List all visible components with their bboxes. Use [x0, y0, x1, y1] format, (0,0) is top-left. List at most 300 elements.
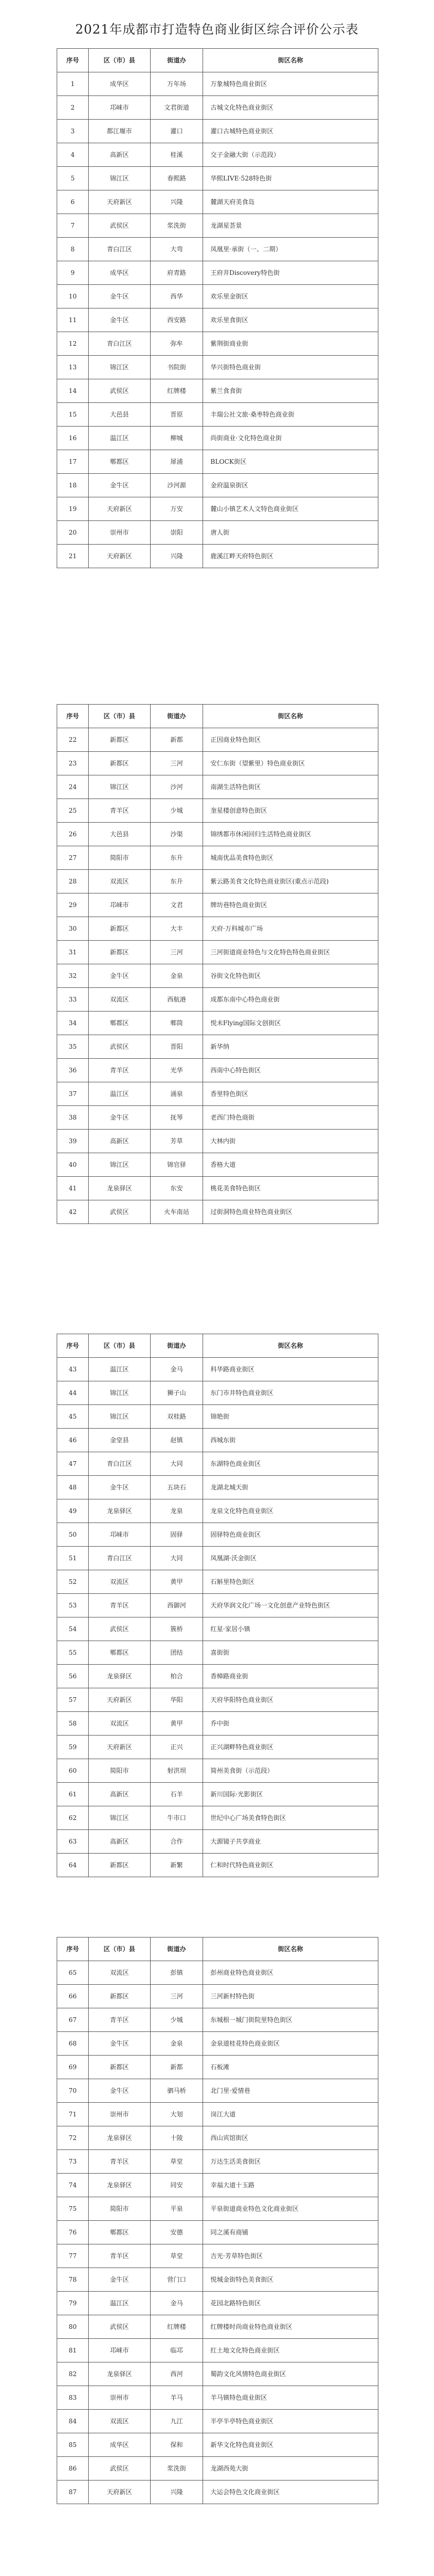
cell-subdistrict: 抚琴: [151, 1106, 203, 1130]
cell-district: 双流区: [89, 2410, 151, 2433]
cell-street-name: 石板滩: [203, 2056, 378, 2079]
cell-district: 天府新区: [89, 190, 151, 214]
cell-row-number: 76: [57, 2221, 89, 2244]
cell-district: 双流区: [89, 870, 151, 893]
cell-row-number: 56: [57, 1665, 89, 1688]
cell-district: 温江区: [89, 2292, 151, 2315]
cell-subdistrict: 草堂: [151, 2150, 203, 2174]
cell-row-number: 78: [57, 2268, 89, 2292]
table-row: [57, 1153, 378, 1177]
cell-subdistrict: 西华: [151, 285, 203, 308]
cell-district: 简阳市: [89, 2197, 151, 2221]
table-row: [57, 545, 378, 568]
cell-row-number: 13: [57, 356, 89, 379]
table-row: [57, 1712, 378, 1736]
cell-subdistrict: 红牌楼: [151, 379, 203, 403]
table-row: [57, 261, 378, 285]
cell-row-number: 53: [57, 1594, 89, 1617]
table-header-row: [57, 49, 378, 72]
cell-row-number: 26: [57, 823, 89, 846]
cell-street-name: 大林内街: [203, 1130, 378, 1153]
cell-subdistrict: 文君: [151, 893, 203, 917]
cell-subdistrict: 黄甲: [151, 1712, 203, 1736]
table-row: [57, 190, 378, 214]
cell-row-number: 38: [57, 1106, 89, 1130]
cell-row-number: 9: [57, 261, 89, 285]
cell-row-number: 73: [57, 2150, 89, 2174]
cell-row-number: 40: [57, 1153, 89, 1177]
table-row: [57, 72, 378, 96]
table-row: [57, 474, 378, 497]
cell-district: 青羊区: [89, 1059, 151, 1082]
cell-district: 双流区: [89, 1961, 151, 1985]
cell-subdistrict: 合作: [151, 1830, 203, 1854]
cell-row-number: 1: [57, 72, 89, 96]
cell-subdistrict: 团结: [151, 1641, 203, 1665]
cell-subdistrict: 金泉: [151, 964, 203, 988]
cell-district: 高新区: [89, 1830, 151, 1854]
cell-district: 崇州市: [89, 521, 151, 545]
cell-row-number: 71: [57, 2103, 89, 2126]
cell-street-name: 蜀韵文化风情特色商业街区: [203, 2362, 378, 2386]
table-row: [57, 450, 378, 474]
cell-subdistrict: 芳草: [151, 1130, 203, 1153]
header-district: 区（市）县: [89, 49, 151, 72]
cell-street-name: 三河新村特色街: [203, 1985, 378, 2008]
cell-street-name: 大运会特色文化商业街区: [203, 2481, 378, 2504]
cell-subdistrict: 固驿: [151, 1523, 203, 1547]
cell-subdistrict: 牛市口: [151, 1806, 203, 1830]
table-row: [57, 1106, 378, 1130]
cell-district: 武侯区: [89, 1617, 151, 1641]
cell-subdistrict: 红牌楼: [151, 2315, 203, 2339]
cell-district: 龙泉驿区: [89, 2126, 151, 2150]
table-row: [57, 2410, 378, 2433]
cell-district: 新都区: [89, 1854, 151, 1877]
cell-row-number: 50: [57, 1523, 89, 1547]
cell-subdistrict: 涌泉: [151, 1082, 203, 1106]
header-street-name: 街区名称: [203, 1938, 378, 1961]
cell-street-name: 红土地文化特色商业街区: [203, 2339, 378, 2362]
table-row: [57, 1688, 378, 1712]
table-row: [57, 308, 378, 332]
cell-street-name: 王府井Discovery特色街: [203, 261, 378, 285]
table-row: [57, 1429, 378, 1452]
cell-street-name: 悦城金街特色美食街区: [203, 2268, 378, 2292]
cell-subdistrict: 柳城: [151, 427, 203, 450]
cell-row-number: 81: [57, 2339, 89, 2362]
table-row: [57, 1985, 378, 2008]
cell-district: 青羊区: [89, 2008, 151, 2032]
cell-row-number: 18: [57, 474, 89, 497]
cell-row-number: 87: [57, 2481, 89, 2504]
cell-subdistrict: 晋阳: [151, 1035, 203, 1059]
table-row: [57, 964, 378, 988]
table-3: [57, 1334, 378, 1877]
cell-row-number: 85: [57, 2433, 89, 2457]
table-row: [57, 1806, 378, 1830]
header-district: 区（市）县: [89, 705, 151, 728]
cell-district: 新都区: [89, 941, 151, 964]
cell-district: 邛崃市: [89, 893, 151, 917]
table-row: [57, 2268, 378, 2292]
cell-subdistrict: 兴隆: [151, 545, 203, 568]
cell-district: 锦江区: [89, 1153, 151, 1177]
cell-row-number: 36: [57, 1059, 89, 1082]
cell-subdistrict: 赵镇: [151, 1429, 203, 1452]
table-row: [57, 2292, 378, 2315]
cell-district: 金牛区: [89, 2032, 151, 2056]
cell-row-number: 62: [57, 1806, 89, 1830]
cell-district: 大邑县: [89, 403, 151, 427]
cell-subdistrict: 大弯: [151, 238, 203, 261]
cell-subdistrict: 草堂: [151, 2244, 203, 2268]
cell-subdistrict: 府青路: [151, 261, 203, 285]
cell-district: 武侯区: [89, 1200, 151, 1224]
cell-district: 大邑县: [89, 823, 151, 846]
cell-street-name: 紫云路美食文化特色商业街区(重点示范段): [203, 870, 378, 893]
cell-district: 金牛区: [89, 2268, 151, 2292]
cell-street-name: 紫兰食食街: [203, 379, 378, 403]
cell-row-number: 28: [57, 870, 89, 893]
cell-subdistrict: 西御河: [151, 1594, 203, 1617]
cell-row-number: 41: [57, 1177, 89, 1200]
cell-subdistrict: 同安: [151, 2174, 203, 2197]
cell-district: 金牛区: [89, 285, 151, 308]
cell-district: 崇州市: [89, 2386, 151, 2410]
cell-row-number: 22: [57, 728, 89, 752]
cell-row-number: 27: [57, 846, 89, 870]
cell-subdistrict: 华阳: [151, 1688, 203, 1712]
table-1: [57, 48, 378, 568]
cell-row-number: 79: [57, 2292, 89, 2315]
table-row: [57, 823, 378, 846]
cell-subdistrict: 簇桥: [151, 1617, 203, 1641]
table-row: [57, 238, 378, 261]
cell-row-number: 69: [57, 2056, 89, 2079]
cell-street-name: 过街洞特色商业特色商业街区: [203, 1200, 378, 1224]
table-row: [57, 752, 378, 775]
cell-row-number: 48: [57, 1476, 89, 1499]
cell-district: 邛崃市: [89, 96, 151, 120]
cell-district: 简阳市: [89, 1759, 151, 1783]
cell-street-name: 乔中街: [203, 1712, 378, 1736]
cell-row-number: 25: [57, 799, 89, 823]
cell-row-number: 12: [57, 332, 89, 356]
cell-row-number: 23: [57, 752, 89, 775]
cell-subdistrict: 三河: [151, 941, 203, 964]
cell-district: 锦江区: [89, 775, 151, 799]
cell-district: 龙泉驿区: [89, 1177, 151, 1200]
cell-row-number: 66: [57, 1985, 89, 2008]
cell-row-number: 82: [57, 2362, 89, 2386]
cell-subdistrict: 犀浦: [151, 450, 203, 474]
cell-street-name: 天府华润文化广场一文化创意产业特色街区: [203, 1594, 378, 1617]
cell-district: 锦江区: [89, 1405, 151, 1429]
cell-district: 龙泉驿区: [89, 2362, 151, 2386]
cell-street-name: 凤凰湖·沃金街区: [203, 1547, 378, 1570]
cell-district: 武侯区: [89, 379, 151, 403]
cell-district: 天府新区: [89, 497, 151, 521]
cell-district: 成华区: [89, 72, 151, 96]
cell-subdistrict: 浆洗街: [151, 214, 203, 238]
cell-street-name: 天府华阳特色商业街区: [203, 1688, 378, 1712]
table-row: [57, 1476, 378, 1499]
cell-subdistrict: 彭镇: [151, 1961, 203, 1985]
cell-row-number: 35: [57, 1035, 89, 1059]
cell-district: 崇州市: [89, 2103, 151, 2126]
cell-row-number: 61: [57, 1783, 89, 1806]
cell-subdistrict: 灌口: [151, 120, 203, 143]
header-street-name: 街区名称: [203, 705, 378, 728]
cell-district: 青羊区: [89, 2244, 151, 2268]
cell-subdistrict: 金马: [151, 1358, 203, 1381]
cell-subdistrict: 少城: [151, 799, 203, 823]
cell-subdistrict: 郫筒: [151, 1012, 203, 1035]
cell-street-name: 喜街街: [203, 1641, 378, 1665]
table-row: [57, 2244, 378, 2268]
table-row: [57, 775, 378, 799]
cell-street-name: 新华文化特色商业街区: [203, 2433, 378, 2457]
cell-row-number: 59: [57, 1736, 89, 1759]
cell-row-number: 6: [57, 190, 89, 214]
table-row: [57, 1358, 378, 1381]
cell-district: 天府新区: [89, 2481, 151, 2504]
table-row: [57, 1641, 378, 1665]
cell-street-name: 鹿溪江畔天府特色街区: [203, 545, 378, 568]
cell-street-name: 平泉街道商业特色文化商业街区: [203, 2197, 378, 2221]
cell-district: 金牛区: [89, 308, 151, 332]
cell-district: 成华区: [89, 261, 151, 285]
table-row: [57, 1082, 378, 1106]
cell-street-name: 吉光·芳草特色街区: [203, 2244, 378, 2268]
cell-subdistrict: 兴隆: [151, 190, 203, 214]
table-row: [57, 1499, 378, 1523]
cell-district: 青白江区: [89, 238, 151, 261]
cell-row-number: 77: [57, 2244, 89, 2268]
table-row: [57, 403, 378, 427]
cell-subdistrict: 沙河源: [151, 474, 203, 497]
cell-street-name: 谷街文化特色街区: [203, 964, 378, 988]
header-row-number: 序号: [57, 705, 89, 728]
table-row: [57, 2056, 378, 2079]
cell-subdistrict: 三河: [151, 752, 203, 775]
cell-street-name: 成都东南中心特色商业街: [203, 988, 378, 1012]
table-row: [57, 1547, 378, 1570]
header-subdistrict: 街道办: [151, 705, 203, 728]
cell-district: 金牛区: [89, 474, 151, 497]
cell-subdistrict: 安德: [151, 2221, 203, 2244]
cell-district: 高新区: [89, 143, 151, 167]
cell-district: 金牛区: [89, 1476, 151, 1499]
cell-subdistrict: 驷马桥: [151, 2079, 203, 2103]
table-row: [57, 2150, 378, 2174]
table-row: [57, 1617, 378, 1641]
cell-row-number: 57: [57, 1688, 89, 1712]
cell-district: 锦江区: [89, 356, 151, 379]
table-4: [57, 1937, 378, 2504]
cell-district: 郫都区: [89, 1641, 151, 1665]
cell-street-name: 金府温泉街区: [203, 474, 378, 497]
table-row: [57, 2457, 378, 2481]
cell-row-number: 39: [57, 1130, 89, 1153]
cell-subdistrict: 大划: [151, 2103, 203, 2126]
table-row: [57, 521, 378, 545]
cell-subdistrict: 书院街: [151, 356, 203, 379]
cell-row-number: 4: [57, 143, 89, 167]
cell-row-number: 46: [57, 1429, 89, 1452]
cell-street-name: 正因商业特色街区: [203, 728, 378, 752]
cell-subdistrict: 崇阳: [151, 521, 203, 545]
cell-district: 新都区: [89, 2056, 151, 2079]
cell-district: 郫都区: [89, 1012, 151, 1035]
cell-street-name: 龙湖西苑大街: [203, 2457, 378, 2481]
table-row: [57, 332, 378, 356]
cell-street-name: 丰瑞公社文旅·桑枣特色商业街: [203, 403, 378, 427]
table-row: [57, 214, 378, 238]
cell-row-number: 64: [57, 1854, 89, 1877]
cell-row-number: 45: [57, 1405, 89, 1429]
table-row: [57, 1594, 378, 1617]
cell-row-number: 47: [57, 1452, 89, 1476]
cell-row-number: 83: [57, 2386, 89, 2410]
cell-row-number: 8: [57, 238, 89, 261]
cell-district: 邛崃市: [89, 1523, 151, 1547]
cell-district: 温江区: [89, 1358, 151, 1381]
cell-subdistrict: 兴隆: [151, 2481, 203, 2504]
cell-row-number: 14: [57, 379, 89, 403]
cell-district: 双流区: [89, 988, 151, 1012]
cell-subdistrict: 万安: [151, 497, 203, 521]
cell-subdistrict: 正兴: [151, 1736, 203, 1759]
table-row: [57, 2008, 378, 2032]
table-row: [57, 1830, 378, 1854]
cell-subdistrict: 柏合: [151, 1665, 203, 1688]
cell-street-name: 幸福大道十玉路: [203, 2174, 378, 2197]
cell-row-number: 7: [57, 214, 89, 238]
cell-street-name: 龙湖北城天街: [203, 1476, 378, 1499]
cell-district: 金牛区: [89, 2079, 151, 2103]
cell-district: 金牛区: [89, 1106, 151, 1130]
table-row: [57, 427, 378, 450]
cell-subdistrict: 临邛: [151, 2339, 203, 2362]
cell-subdistrict: 光华: [151, 1059, 203, 1082]
cell-district: 温江区: [89, 1082, 151, 1106]
cell-district: 高新区: [89, 1130, 151, 1153]
cell-street-name: 尚街商业·文化特色商业街: [203, 427, 378, 450]
cell-street-name: 石斛里特色街区: [203, 1570, 378, 1594]
cell-street-name: 西南中心特色街区: [203, 1059, 378, 1082]
cell-subdistrict: 三河: [151, 1985, 203, 2008]
table-row: [57, 1736, 378, 1759]
cell-subdistrict: 西河: [151, 2362, 203, 2386]
table-row: [57, 2386, 378, 2410]
cell-district: 锦江区: [89, 167, 151, 190]
cell-street-name: 北门里·爱情巷: [203, 2079, 378, 2103]
table-row: [57, 2174, 378, 2197]
cell-street-name: 同之溪有商铺: [203, 2221, 378, 2244]
cell-row-number: 11: [57, 308, 89, 332]
cell-subdistrict: 东安: [151, 1177, 203, 1200]
cell-street-name: 天府·万科城市广场: [203, 917, 378, 941]
cell-row-number: 74: [57, 2174, 89, 2197]
cell-street-name: 科华路商业街区: [203, 1358, 378, 1381]
cell-subdistrict: 新都: [151, 728, 203, 752]
header-row-number: 序号: [57, 49, 89, 72]
cell-subdistrict: 西安路: [151, 308, 203, 332]
cell-street-name: 东门市井特色商业街区: [203, 1381, 378, 1405]
cell-subdistrict: 东升: [151, 870, 203, 893]
cell-row-number: 29: [57, 893, 89, 917]
cell-row-number: 52: [57, 1570, 89, 1594]
cell-row-number: 86: [57, 2457, 89, 2481]
cell-subdistrict: 东升: [151, 846, 203, 870]
cell-subdistrict: 新都: [151, 2056, 203, 2079]
cell-street-name: 奎星楼创意特色街区: [203, 799, 378, 823]
cell-street-name: 万象城特色商业街区: [203, 72, 378, 96]
cell-subdistrict: 龙泉: [151, 1499, 203, 1523]
cell-street-name: 交子金融大街（示范段）: [203, 143, 378, 167]
cell-row-number: 75: [57, 2197, 89, 2221]
cell-subdistrict: 沙渠: [151, 823, 203, 846]
cell-street-name: 华兴街特色商业街: [203, 356, 378, 379]
cell-street-name: 三河街道商业特色与文化特色特色商业街区: [203, 941, 378, 964]
cell-street-name: 花园北路特色街区: [203, 2292, 378, 2315]
cell-district: 龙泉驿区: [89, 1499, 151, 1523]
table-row: [57, 1665, 378, 1688]
table-row: [57, 870, 378, 893]
cell-row-number: 16: [57, 427, 89, 450]
cell-subdistrict: 浆洗街: [151, 2457, 203, 2481]
table-row: [57, 917, 378, 941]
cell-district: 成华区: [89, 2433, 151, 2457]
cell-row-number: 31: [57, 941, 89, 964]
cell-district: 金堂县: [89, 1429, 151, 1452]
cell-street-name: 世纪中心广场美食特色街区: [203, 1806, 378, 1830]
cell-district: 邛崃市: [89, 2339, 151, 2362]
table-row: [57, 846, 378, 870]
cell-row-number: 49: [57, 1499, 89, 1523]
cell-row-number: 84: [57, 2410, 89, 2433]
cell-street-name: 彭州商业特色商业街区: [203, 1961, 378, 1985]
cell-district: 青羊区: [89, 1594, 151, 1617]
table-row: [57, 1961, 378, 1985]
header-district: 区（市）县: [89, 1938, 151, 1961]
cell-subdistrict: 大丰: [151, 917, 203, 941]
cell-district: 青白江区: [89, 1547, 151, 1570]
cell-row-number: 43: [57, 1358, 89, 1381]
table-row: [57, 941, 378, 964]
cell-street-name: 东城根一城门街院里特色街区: [203, 2008, 378, 2032]
table-row: [57, 2032, 378, 2056]
cell-street-name: 锦艳街: [203, 1405, 378, 1429]
cell-district: 双流区: [89, 1712, 151, 1736]
cell-subdistrict: 金泉: [151, 2032, 203, 2056]
cell-street-name: 固驿特色商业街区: [203, 1523, 378, 1547]
cell-district: 青羊区: [89, 799, 151, 823]
cell-row-number: 60: [57, 1759, 89, 1783]
cell-row-number: 34: [57, 1012, 89, 1035]
cell-subdistrict: 桂溪: [151, 143, 203, 167]
cell-district: 锦江区: [89, 1806, 151, 1830]
cell-subdistrict: 西航港: [151, 988, 203, 1012]
table-row: [57, 1783, 378, 1806]
table-row: [57, 497, 378, 521]
cell-street-name: 金泉道桂花特色商业街区: [203, 2032, 378, 2056]
cell-row-number: 67: [57, 2008, 89, 2032]
header-subdistrict: 街道办: [151, 1334, 203, 1358]
cell-district: 武侯区: [89, 2457, 151, 2481]
